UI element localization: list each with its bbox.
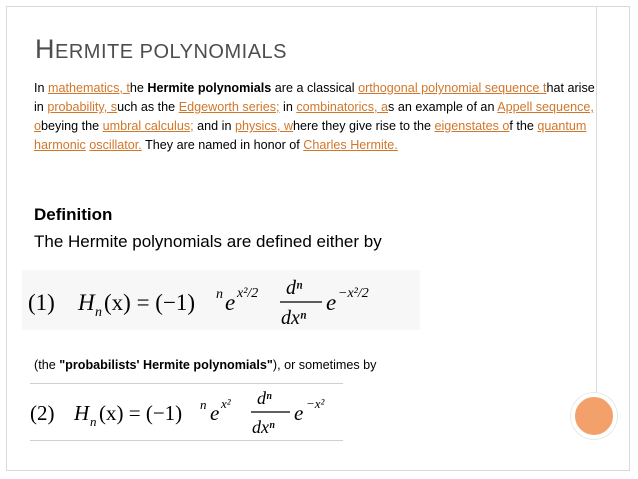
probabilists-pre: (the [34, 358, 60, 372]
probabilists-bold: "probabilists' Hermite polynomials" [59, 358, 273, 372]
equation-1-image [22, 270, 420, 330]
eq1-e1-exp: x²/2 [237, 286, 259, 301]
eq1-exp-n: n [216, 287, 223, 302]
probabilists-note [34, 358, 376, 372]
equation-1-formula [22, 270, 420, 330]
eq2-exp-n: n [200, 397, 207, 412]
intro-text: here they give rise to the [293, 119, 435, 133]
title-rest: ERMITE POLYNOMIALS [55, 41, 288, 63]
link-eigenstates[interactable]: eigenstates o [434, 119, 510, 133]
eq1-arg: (x) = (−1) [104, 290, 196, 315]
intro-text: f the [509, 119, 538, 133]
equation-2-image [30, 383, 343, 441]
probabilists-post: ), or sometimes by [272, 358, 377, 372]
eq1-e2: e [326, 290, 337, 315]
slide-title [35, 34, 287, 65]
definition-text: The Hermite polynomials are defined either by [34, 232, 382, 251]
link-umbral-calculus[interactable]: umbral calculus; [102, 119, 194, 133]
definition-heading: Definition [34, 205, 113, 224]
intro-text: They are named in honor of [141, 138, 304, 152]
eq1-frac-den: dxⁿ [281, 307, 307, 329]
decorative-circle-icon [571, 393, 617, 439]
link-quantum-harmonic[interactable]: quantum harmonic [34, 119, 587, 152]
eq2-e1-exp: x² [221, 396, 231, 411]
slide-divider-line [596, 6, 597, 392]
link-charles-hermite[interactable]: Charles Hermite. [303, 138, 398, 152]
eq1-e2-exp: −x²/2 [338, 286, 369, 301]
eq1-H: H [78, 290, 95, 315]
eq2-arg: (x) = (−1) [99, 401, 183, 425]
link-appell-sequence[interactable]: Appell sequence, o [34, 100, 594, 133]
intro-text: s an example of an [388, 100, 498, 114]
eq2-e2-exp: −x² [306, 396, 325, 411]
intro-bold-term: Hermite polynomials [147, 81, 272, 95]
intro-text: In [34, 81, 49, 95]
intro-text: hat arise in [34, 81, 595, 114]
intro-text: in [279, 100, 297, 114]
link-combinatorics[interactable]: combinatorics, a [296, 100, 389, 114]
eq2-sub: n [90, 414, 97, 429]
title-initial: H [35, 34, 55, 64]
intro-text: uch as the [117, 100, 179, 114]
eq1-number: (1) [28, 290, 55, 315]
eq1-e1: e [225, 290, 236, 315]
eq1-frac-num: dⁿ [286, 277, 303, 299]
link-physics[interactable]: physics, w [234, 119, 294, 133]
eq2-frac-den: dxⁿ [252, 417, 275, 437]
eq2-e2: e [294, 401, 304, 425]
link-orthogonal-polynomial[interactable]: orthogonal polynomial sequence t [358, 81, 547, 95]
eq2-e1: e [210, 401, 220, 425]
link-edgeworth-series[interactable]: Edgeworth series; [178, 100, 280, 114]
eq2-H: H [74, 401, 90, 425]
link-mathematics[interactable]: mathematics, t [48, 81, 130, 95]
eq2-frac-num: dⁿ [257, 388, 272, 408]
intro-paragraph [34, 79, 604, 155]
link-oscillator[interactable]: oscillator. [89, 138, 142, 152]
intro-text: and in [193, 119, 235, 133]
equation-2-formula [30, 384, 343, 440]
link-probability[interactable]: probability, s [47, 100, 118, 114]
eq2-number: (2) [30, 401, 55, 425]
intro-text: beying the [41, 119, 103, 133]
eq1-sub: n [95, 305, 102, 320]
intro-text: he [129, 81, 148, 95]
intro-text: are a classical [271, 81, 359, 95]
